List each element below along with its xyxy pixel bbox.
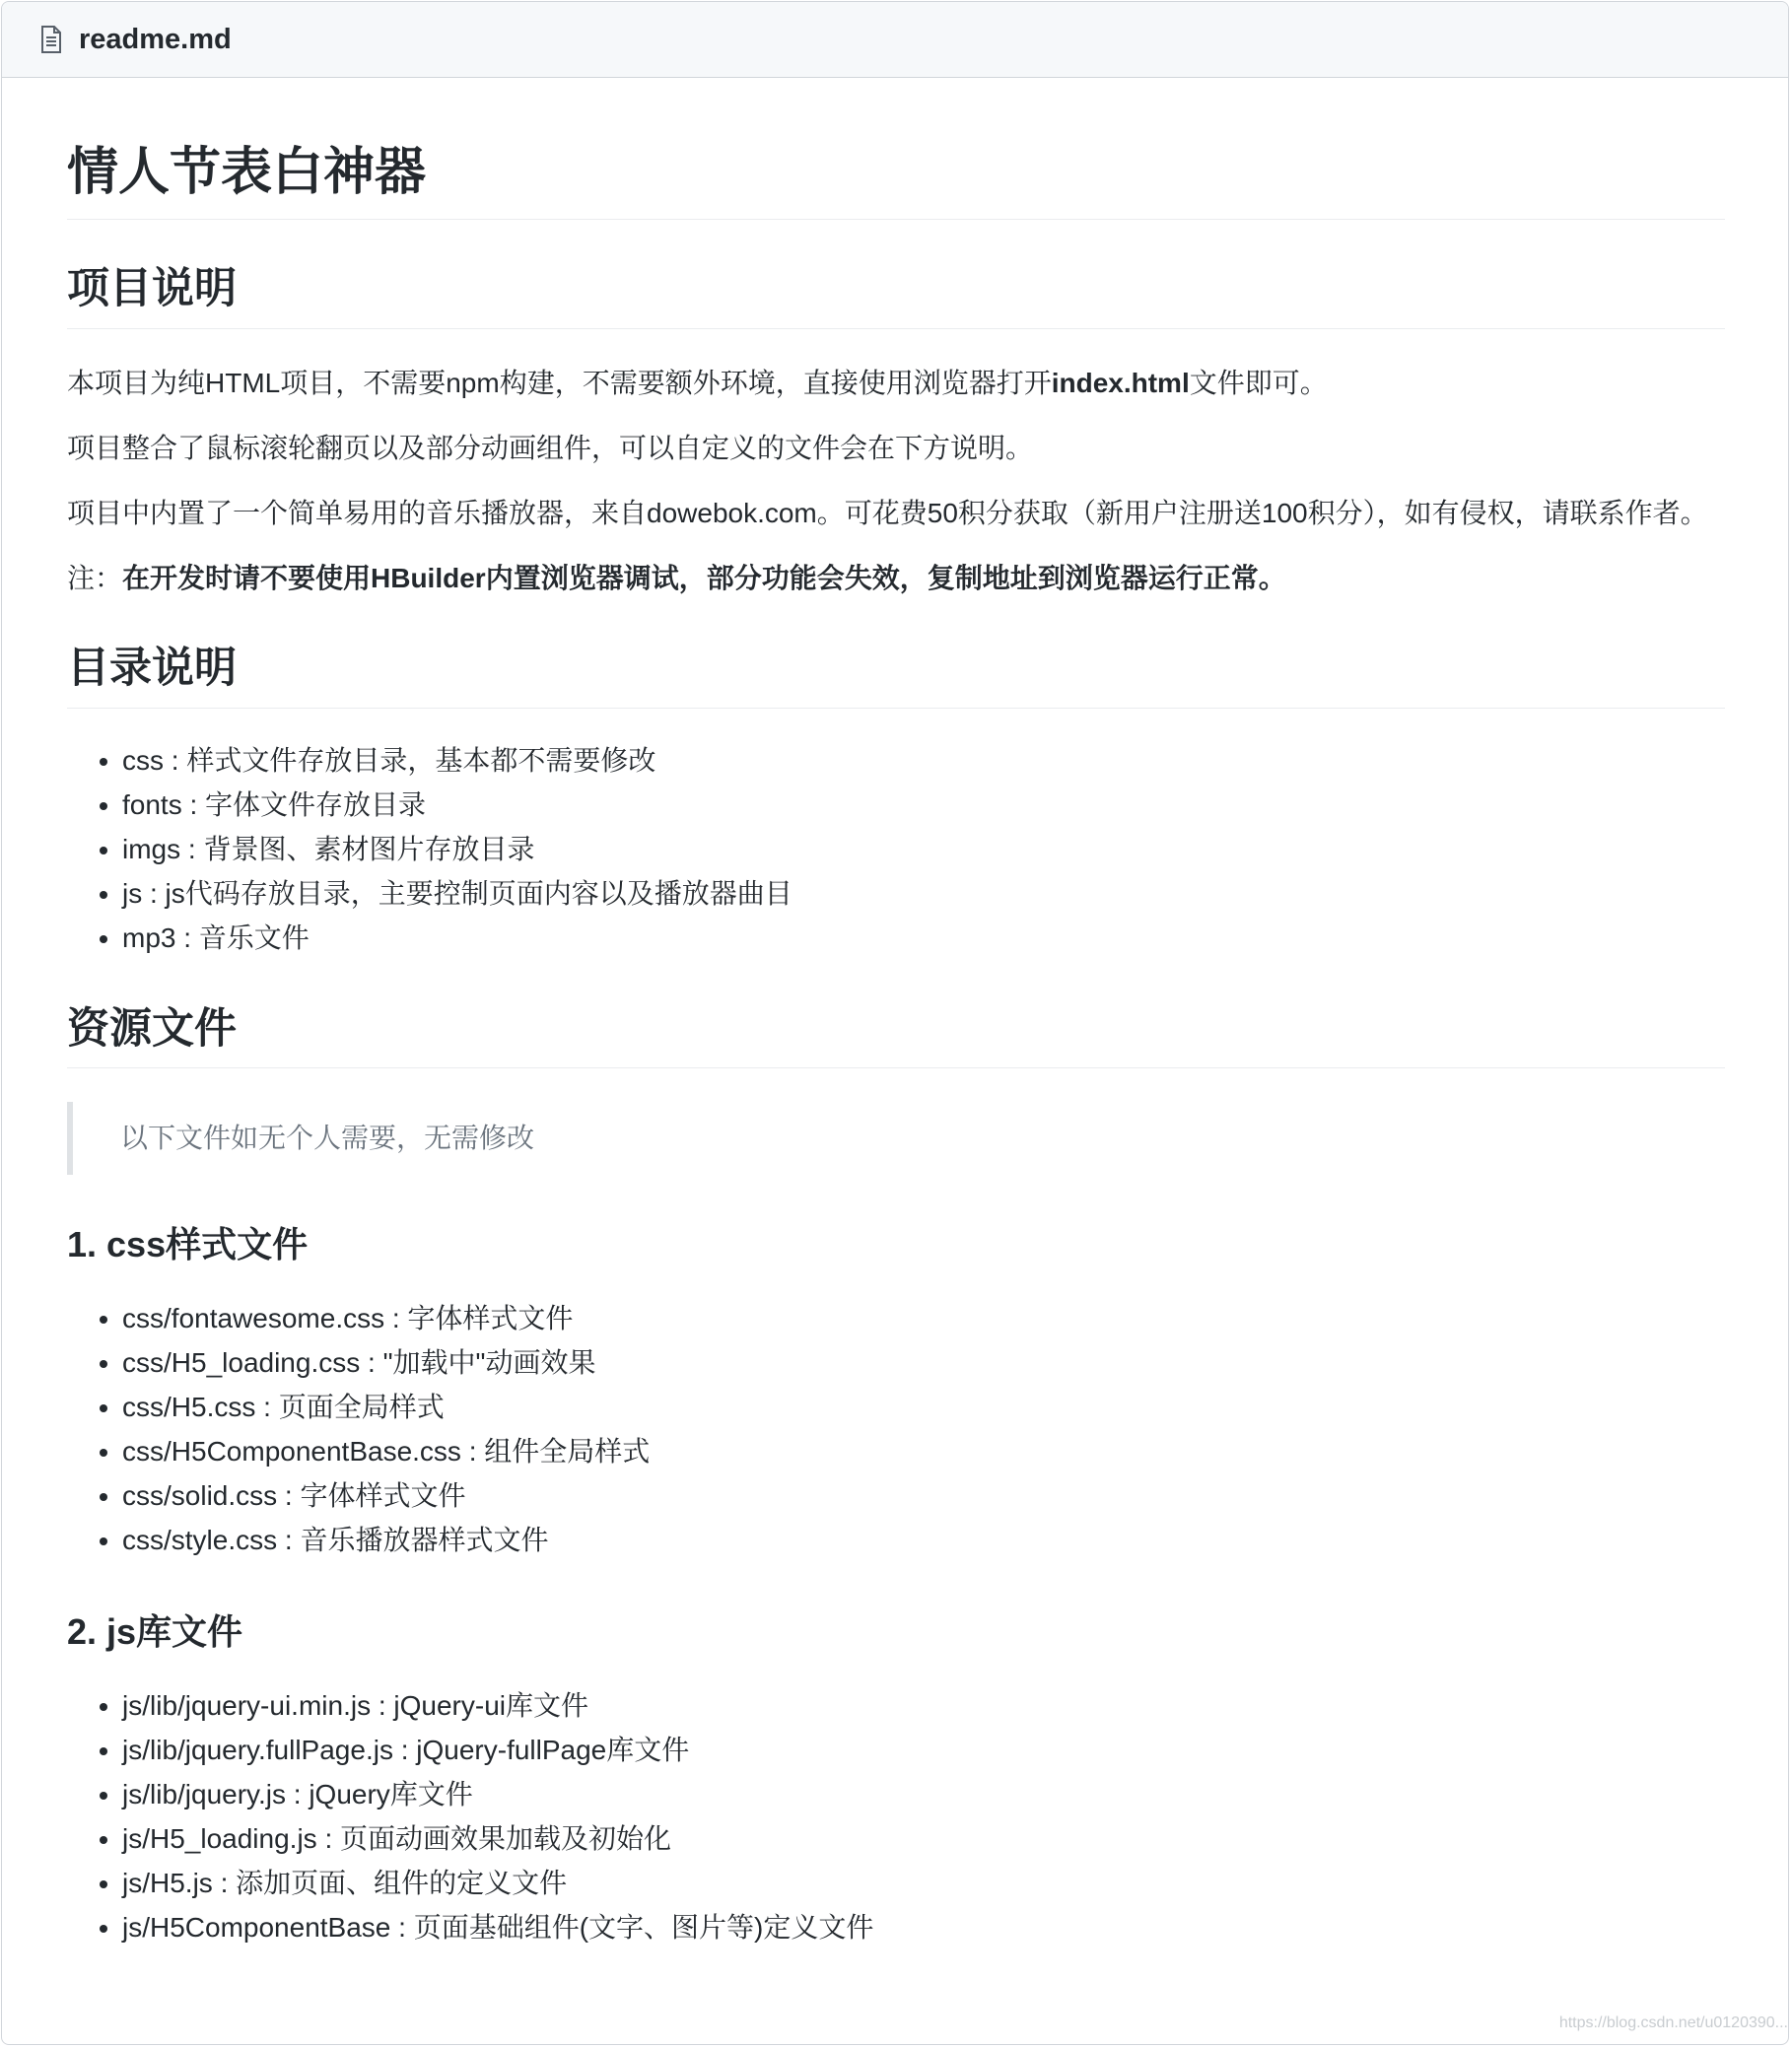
intro-p1-text-end: 文件即可。 [1189, 367, 1328, 398]
list-item: • js : js代码存放目录，主要控制页面内容以及播放器曲目 [122, 871, 1725, 916]
css-file-list [67, 1296, 1725, 1562]
list-item: • js/H5ComponentBase : 页面基础组件(文字、图片等)定义文件 [122, 1905, 1725, 1949]
markdown-body [2, 141, 1788, 1949]
watermark: https://blog.csdn.net/u0120390... [1558, 2014, 1788, 2031]
section-heading-directory: 目录说明 [67, 643, 1725, 709]
file-text-icon [39, 26, 63, 53]
note-label: 注： [67, 562, 123, 593]
intro-note [67, 558, 1725, 599]
list-item: • fonts : 字体文件存放目录 [122, 783, 1725, 827]
list-item: • mp3 : 音乐文件 [122, 916, 1725, 960]
section-heading-resources: 资源文件 [67, 1003, 1725, 1069]
list-item: • js/H5_loading.js : 页面动画效果加载及初始化 [122, 1816, 1725, 1861]
list-item: • imgs : 背景图、素材图片存放目录 [122, 827, 1725, 871]
subheading-js: 2. js库文件 [67, 1611, 243, 1653]
list-item: • js/lib/jquery-ui.min.js : jQuery-ui库文件 [122, 1683, 1725, 1728]
list-item: • js/H5.js : 添加页面、组件的定义文件 [122, 1861, 1725, 1905]
list-item: • css/H5.css : 页面全局样式 [122, 1385, 1725, 1429]
list-item: • js/lib/jquery.fullPage.js : jQuery-fullPage库文件 [122, 1728, 1725, 1772]
section-heading-intro: 项目说明 [67, 263, 1725, 329]
intro-paragraph-2: 项目整合了鼠标滚轮翻页以及部分动画组件，可以自定义的文件会在下方说明。 [67, 432, 1034, 463]
intro-paragraph-3: 项目中内置了一个简单易用的音乐播放器，来自dowebok.com。可花费50积分获取（新用户注册送100积分），如有侵权，请联系作者。 [67, 497, 1708, 528]
intro-p1-text: 本项目为纯HTML项目，不需要npm构建，不需要额外环境，直接使用浏览器打开 [67, 367, 1052, 398]
list-item: • css/fontawesome.css : 字体样式文件 [122, 1296, 1725, 1340]
intro-paragraph-1 [67, 363, 1725, 404]
list-item: • css : 样式文件存放目录，基本都不需要修改 [122, 738, 1725, 783]
list-item: • css/style.css : 音乐播放器样式文件 [122, 1518, 1725, 1562]
file-header [2, 2, 1788, 78]
directory-list [67, 738, 1725, 960]
subheading-css: 1. css样式文件 [67, 1224, 309, 1265]
js-file-list [67, 1683, 1725, 1949]
resources-quote: 以下文件如无个人需要，无需修改 [67, 1102, 1725, 1175]
page-title: 情人节表白神器 [67, 141, 1725, 220]
list-item: • css/solid.css : 字体样式文件 [122, 1473, 1725, 1518]
readme-file-box [1, 1, 1789, 2045]
list-item: • css/H5ComponentBase.css : 组件全局样式 [122, 1429, 1725, 1473]
list-item: • css/H5_loading.css : "加载中"动画效果 [122, 1340, 1725, 1385]
note-bold-text: 在开发时请不要使用HBuilder内置浏览器调试，部分功能会失效，复制地址到浏览器运行正常。 [122, 562, 1286, 593]
intro-p1-bold: index.html [1051, 367, 1190, 398]
list-item: • js/lib/jquery.js : jQuery库文件 [122, 1772, 1725, 1816]
file-name[interactable]: readme.md [79, 23, 232, 55]
